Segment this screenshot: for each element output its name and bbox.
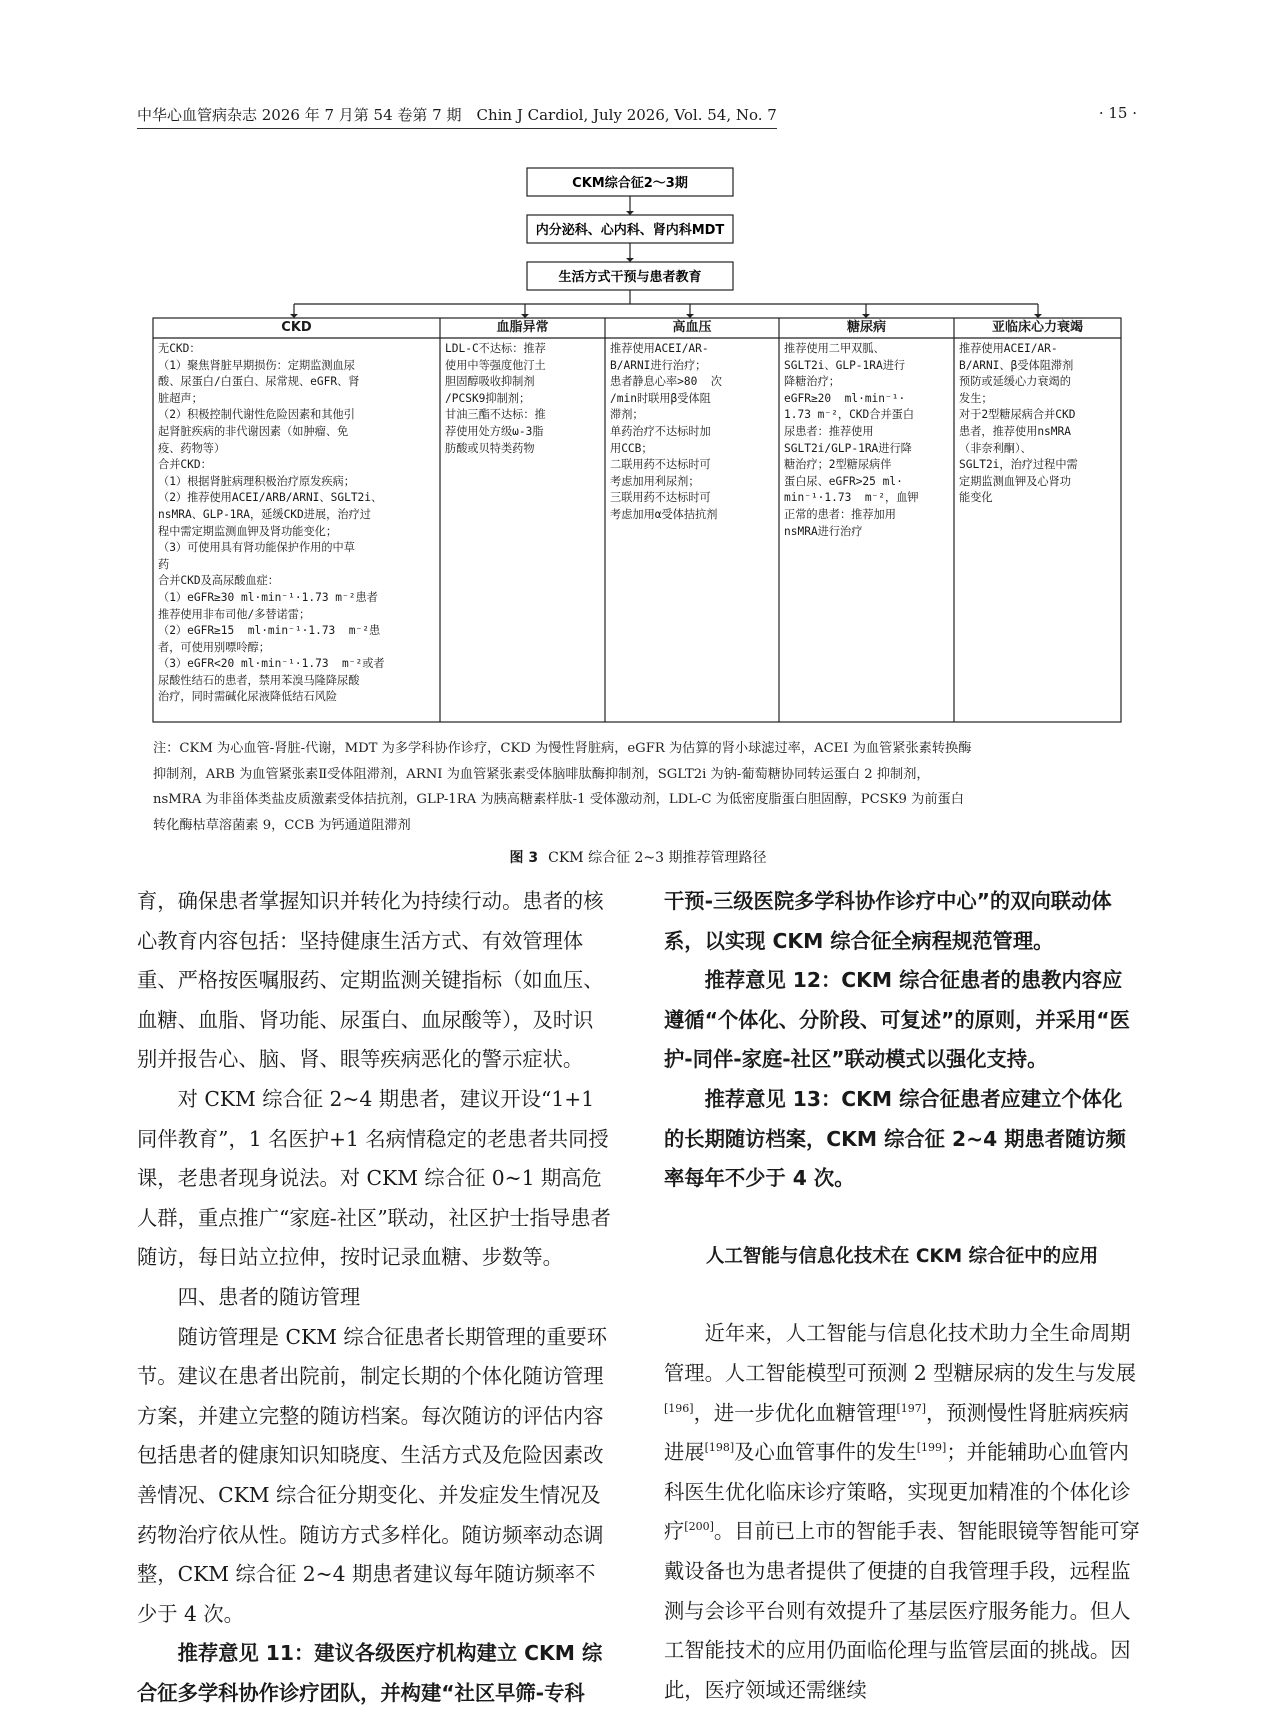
column-line: 胆固醇吸收抑制剂 (445, 375, 535, 389)
column-line: 甘油三酯不达标：推 (445, 408, 546, 422)
column-body (605, 338, 779, 524)
recommendation-13: 推荐意见 13：CKM 综合征患者应建立个体化的长期随访档案，CKM 综合征 2~4 期患者随访频率每年不少于 4 次。 (664, 1086, 1126, 1191)
flow-box-mdt-label: 内分泌科、心内科、肾内科MDT (535, 223, 725, 238)
column-line: 尿患者：推荐使用 (784, 424, 874, 438)
flow-columns (153, 318, 1121, 722)
subsection-heading: 四、患者的随访管理 (177, 1284, 361, 1309)
column-subclinical-hf (954, 318, 1121, 722)
column-hypertension (605, 318, 779, 722)
column-line: B/ARNI、β受体阻滞剂 (959, 358, 1074, 372)
column-line: SGLT2i、GLP-1RA进行 (784, 358, 906, 372)
column-line: 推荐使用二甲双胍、 (784, 342, 885, 355)
page-number: · 15 · (1098, 104, 1137, 122)
paragraph: 育，确保患者掌握知识并转化为持续行动。患者的核心教育内容包括：坚持健康生活方式、有效管理体重、严格按医嘱服药、定期监测关键指标（如血压、血糖、血脂、肾功能、尿蛋白、血尿酸等），及时识别并报告心、脑、肾、眼等疾病恶化的警示症状。 (137, 889, 604, 1072)
column-line: （1）根据肾脏病理积极治疗原发疾病； (158, 474, 355, 488)
column-line: 考虑加用α受体拮抗剂 (610, 507, 718, 521)
column-line: （2）eGFR≥15 ml·min⁻¹·1.73 m⁻²患 (158, 624, 381, 638)
column-line: LDL-C不达标：推荐 (445, 342, 546, 355)
citation-199: [199] (916, 1441, 947, 1455)
column-line: 推荐使用ACEI/AR- (959, 342, 1058, 355)
column-line: 预防或延缓心力衰竭的 (959, 375, 1071, 389)
column-title: 血脂异常 (496, 320, 549, 335)
column-line: （2）推荐使用ACEI/ARB/ARNI、SGLT2i、 (158, 491, 383, 505)
column-line: 蛋白尿、eGFR>25 ml· (784, 474, 903, 488)
column-line: （3）eGFR<20 ml·min⁻¹·1.73 m⁻²或者 (158, 657, 385, 671)
column-line: 推荐使用ACEI/AR- (610, 342, 709, 355)
column-line: 药 (158, 557, 170, 571)
column-line: eGFR≥20 ml·min⁻¹· (784, 391, 906, 405)
column-line: nsMRA、GLP-1RA，延缓CKD进展，治疗过 (158, 507, 371, 521)
column-line: /PCSK9抑制剂； (445, 391, 531, 405)
column-line: nsMRA进行治疗 (784, 524, 863, 538)
column-line: 者，可使用别嘌呤醇； (158, 640, 270, 654)
column-body (440, 338, 605, 457)
column-line: 合并CKD： (158, 458, 212, 472)
column-line: （非奈利酮）、 (959, 441, 1032, 455)
column-line: 程中需定期监测血钾及肾功能变化； (158, 524, 338, 538)
column-body (153, 338, 440, 706)
citation-198: [198] (704, 1441, 735, 1455)
citation-197: [197] (896, 1401, 927, 1415)
column-dyslipidemia (440, 318, 605, 722)
figure-note (153, 736, 1138, 838)
column-line: 降糖治疗； (784, 375, 840, 389)
note-line: 抑制剂，ARB 为血管紧张素Ⅱ受体阻滞剂，ARNI 为血管紧张素受体脑啡肽酶抑制剂，SGLT2i 为钠-葡萄糖协同转运蛋白 2 抑制剂， (153, 766, 930, 782)
paragraph: 对 CKM 综合征 2~4 期患者，建议开设“1+1 同伴教育”，1 名医护+1 名病情稳定的老患者共同授课，老患者现身说法。对 CKM 综合征 0~1 期高危人群，重点推广“家庭-社区”联动，社区护士指导患者随访，每日站立拉伸，按时记录血糖、步数等。 (137, 1086, 611, 1270)
column-line: 正常的患者：推荐加用 (784, 507, 896, 521)
journal-citation: 中华心血管病杂志 2026 年 7 月第 54 卷第 7 期 Chin J Cardiol, July 2026, Vol. 54, No. 7 (137, 104, 777, 129)
note-line: 注：CKM 为心血管-肾脏-代谢，MDT 为多学科协作诊疗，CKD 为慢性肾脏病，eGFR 为估算的肾小球滤过率，ACEI 为血管紧张素转换酶 (153, 741, 972, 756)
column-line: 定期监测血钾及心肾功 (959, 474, 1071, 488)
column-title: 高血压 (672, 320, 712, 335)
note-line: 转化酶枯草溶菌素 9，CCB 为钙通道阻滞剂 (153, 817, 411, 833)
column-line: 糖治疗；2型糖尿病伴 (784, 458, 892, 472)
column-line: 患者，推荐使用nsMRA (959, 424, 1071, 438)
column-line: 脏超声； (158, 391, 203, 405)
column-line: 无CKD： (158, 342, 201, 355)
column-line: 滞剂； (610, 408, 644, 422)
column-diabetes (779, 318, 954, 722)
citation-200: [200] (684, 1520, 714, 1534)
column-line: 三联用药不达标时可 (610, 491, 711, 505)
column-line: 荐使用处方级ω-3脂 (445, 424, 544, 438)
column-body (954, 338, 1121, 507)
column-line: /min时联用β受体阻 (610, 391, 711, 405)
column-line: 1.73 m⁻²，CKD合并蛋白 (784, 408, 915, 422)
column-line: SGLT2i，治疗过程中需 (959, 458, 1078, 472)
column-line: SGLT2i/GLP-1RA进行降 (784, 441, 912, 455)
flow-box-lifestyle-label: 生活方式干预与患者教育 (558, 270, 702, 285)
note-line: nsMRA 为非甾体类盐皮质激素受体拮抗剂，GLP-1RA 为胰高糖素样肽-1 受体激动剂，LDL-C 为低密度脂蛋白胆固醇，PCSK9 为前蛋白 (153, 792, 964, 807)
column-ckd (153, 318, 440, 722)
recommendation-11-continued: 干预-三级医院多学科协作诊疗中心”的双向联动体系，以实现 CKM 综合征全病程规范管理。 (664, 889, 1112, 953)
column-title: 糖尿病 (846, 320, 886, 335)
right-text-column (664, 882, 1140, 1710)
column-line: 疫、药物等） (158, 441, 226, 455)
recommendation-11: 推荐意见 11：建议各级医疗机构建立 CKM 综合征多学科协作诊疗团队，并构建“社区早筛-专科 (137, 1641, 603, 1705)
column-line: 起肾脏疾病的非代谢因素（如肿瘤、免 (158, 424, 349, 438)
figure-caption-text: CKM 综合征 2~3 期推荐管理路径 (548, 850, 767, 866)
paragraph: 随访管理是 CKM 综合征患者长期管理的重要环节。建议在患者出院前，制定长期的个体化随访管理方案，并建立完整的随访档案。每次随访的评估内容包括患者的健康知识知晓度、生活方式及危险因素改善情况、CKM 综合征分期变化、并发症发生情况及药物治疗依从性。随访方式多样化。随访频率动态调整，CKM 综合征 2~4 期患者建议每年随访频率不少于 4 次。 (137, 1324, 607, 1626)
figure-caption (0, 847, 1276, 867)
column-line: 治疗，同时需碱化尿液降低结石风险 (158, 690, 338, 704)
column-line: 患者静息心率>80 次 (610, 375, 722, 389)
flow-box-stage-label: CKM综合征2～3期 (572, 176, 688, 191)
column-line: 能变化 (959, 491, 993, 505)
column-line: B/ARNI进行治疗； (610, 358, 707, 372)
paragraph-ai: 近年来，人工智能与信息化技术助力全生命周期管理。人工智能模型可预测 2 型糖尿病的发生与发展[196]，进一步优化血糖管理[197]，预测慢性肾脏病疾病进展[198]及心血管事件的发生[199]；并能辅助心血管内科医生优化临床诊疗策略，实现更加精准的个体化诊疗[200]。目前已上市的智能手表、智能眼镜等智能可穿戴设备也为患者提供了便捷的自我管理手段，远程监测与会诊平台则有效提升了基层医疗服务能力。但人工智能技术的应用仍面临伦理与监管层面的挑战。因此，医疗领域还需继续 (664, 1321, 1140, 1702)
figure-number: 图 3 (509, 850, 539, 866)
column-line: 发生； (959, 391, 993, 405)
column-line: （3）可使用具有肾功能保护作用的中草 (158, 541, 355, 555)
column-line: 使用中等强度他汀土 (445, 358, 546, 372)
column-line: （1）eGFR≥30 ml·min⁻¹·1.73 m⁻²患者 (158, 590, 378, 604)
column-line: 肪酸或贝特类药物 (445, 441, 535, 455)
citation-196: [196] (664, 1401, 694, 1415)
column-line: min⁻¹·1.73 m⁻²，血钾 (784, 491, 919, 505)
column-line: 酸、尿蛋白/白蛋白、尿常规、eGFR、肾 (158, 375, 360, 389)
column-body (779, 338, 954, 540)
column-line: 合并CKD及高尿酸血症： (158, 574, 279, 588)
column-line: 推荐使用非布司他/多替诺雷； (158, 607, 311, 621)
recommendation-12: 推荐意见 12：CKM 综合征患者的患教内容应遵循“个体化、分阶段、可复述”的原则，并采用“医护-同伴-家庭-社区”联动模式以强化支持。 (664, 968, 1130, 1072)
column-line: 单药治疗不达标时加 (610, 424, 711, 438)
column-line: 用CCB； (610, 441, 653, 455)
column-line: （2）积极控制代谢性危险因素和其他引 (158, 408, 355, 422)
column-title: CKD (281, 320, 312, 335)
column-line: 尿酸性结石的患者，禁用苯溴马隆降尿酸 (158, 673, 360, 687)
column-line: 考虑加用利尿剂； (610, 474, 700, 488)
column-line: 对于2型糖尿病合并CKD (959, 408, 1076, 422)
section-heading: 人工智能与信息化技术在 CKM 综合征中的应用 (705, 1245, 1099, 1267)
column-title: 亚临床心力衰竭 (991, 320, 1083, 335)
column-line: 二联用药不达标时可 (610, 458, 711, 472)
left-text-column (137, 882, 613, 1713)
column-line: （1）聚焦肾脏早期损伤：定期监测血尿 (158, 358, 355, 372)
